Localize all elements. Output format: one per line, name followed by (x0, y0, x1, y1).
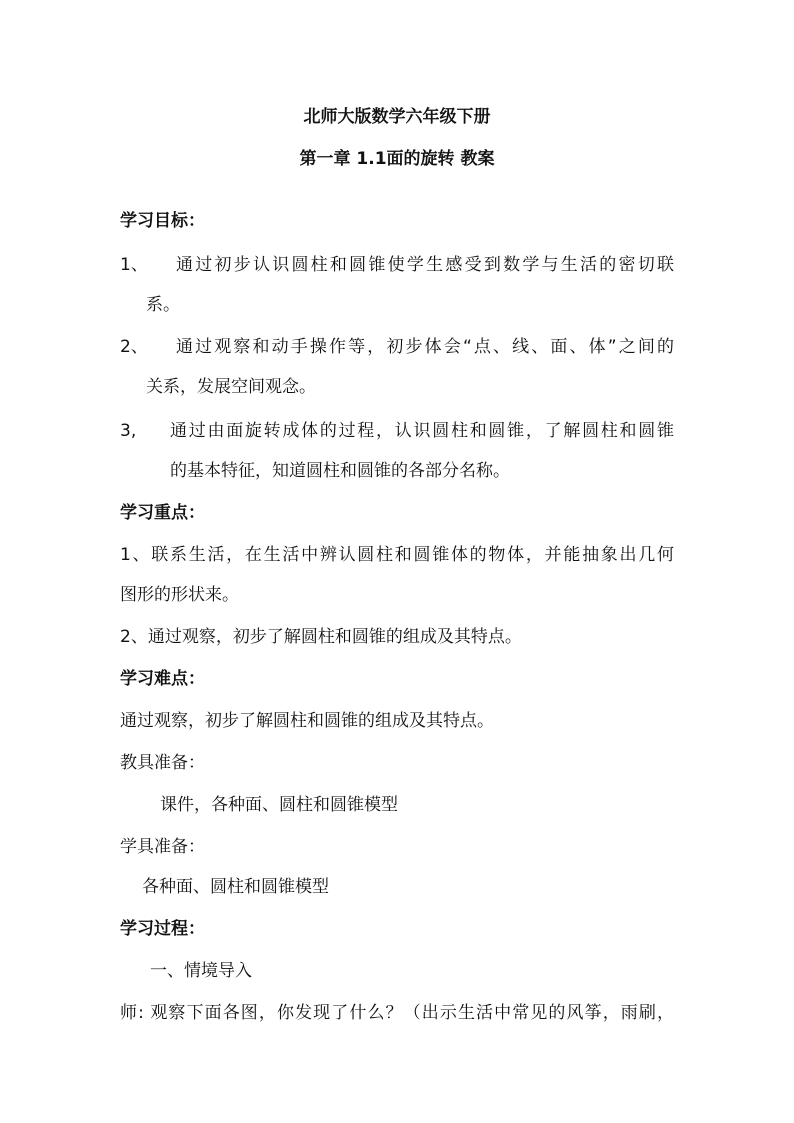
goal-1-number: 1、 (120, 255, 148, 275)
goal-3-text-line2: 的基本特征，知道圆柱和圆锥的各部分名称。 (170, 461, 510, 481)
difficulties-text: 通过观察，初步了解圆柱和圆锥的组成及其特点。 (120, 711, 494, 731)
key-point-1-line1: 1、联系生活，在生活中辨认圆柱和圆锥体的物体，并能抽象出几何 (120, 545, 674, 565)
document-subtitle: 第一章 1.1面的旋转 教案 (299, 149, 495, 169)
learning-tools-text: 各种面、圆柱和圆锥模型 (142, 877, 329, 897)
difficulties-heading: 学习难点： (120, 669, 205, 689)
goal-1-text-line2: 系。 (146, 295, 180, 315)
process-heading: 学习过程： (120, 919, 205, 939)
teaching-tools-text: 课件，各种面、圆柱和圆锥模型 (160, 795, 398, 815)
key-point-1-line2: 图形的形状来。 (120, 585, 239, 605)
process-teacher-line: 师: 观察下面各图，你发现了什么？（出示生活中常见的风筝，雨刷， (120, 1003, 674, 1023)
learning-tools-heading: 学具准备： (120, 837, 205, 857)
key-point-2: 2、通过观察，初步了解圆柱和圆锥的组成及其特点。 (120, 627, 522, 647)
teaching-tools-heading: 教具准备： (120, 753, 205, 773)
goal-2-number: 2、 (120, 337, 148, 357)
goal-3-text-line1: 通过由面旋转成体的过程，认识圆柱和圆锥，了解圆柱和圆锥 (170, 421, 674, 441)
goals-heading: 学习目标： (120, 211, 205, 231)
goal-3-number: 3, (120, 421, 137, 441)
goal-2-text-line1: 通过观察和动手操作等，初步体会“点、线、面、体”之间的 (176, 337, 674, 357)
goal-1-text-line1: 通过初步认识圆柱和圆锥使学生感受到数学与生活的密切联 (176, 255, 674, 275)
document-title: 北师大版数学六年级下册 (303, 107, 491, 127)
goal-2-text-line2: 关系，发展空间观念。 (146, 377, 316, 397)
key-points-heading: 学习重点： (120, 503, 205, 523)
process-section-1: 一、情境导入 (150, 961, 252, 981)
